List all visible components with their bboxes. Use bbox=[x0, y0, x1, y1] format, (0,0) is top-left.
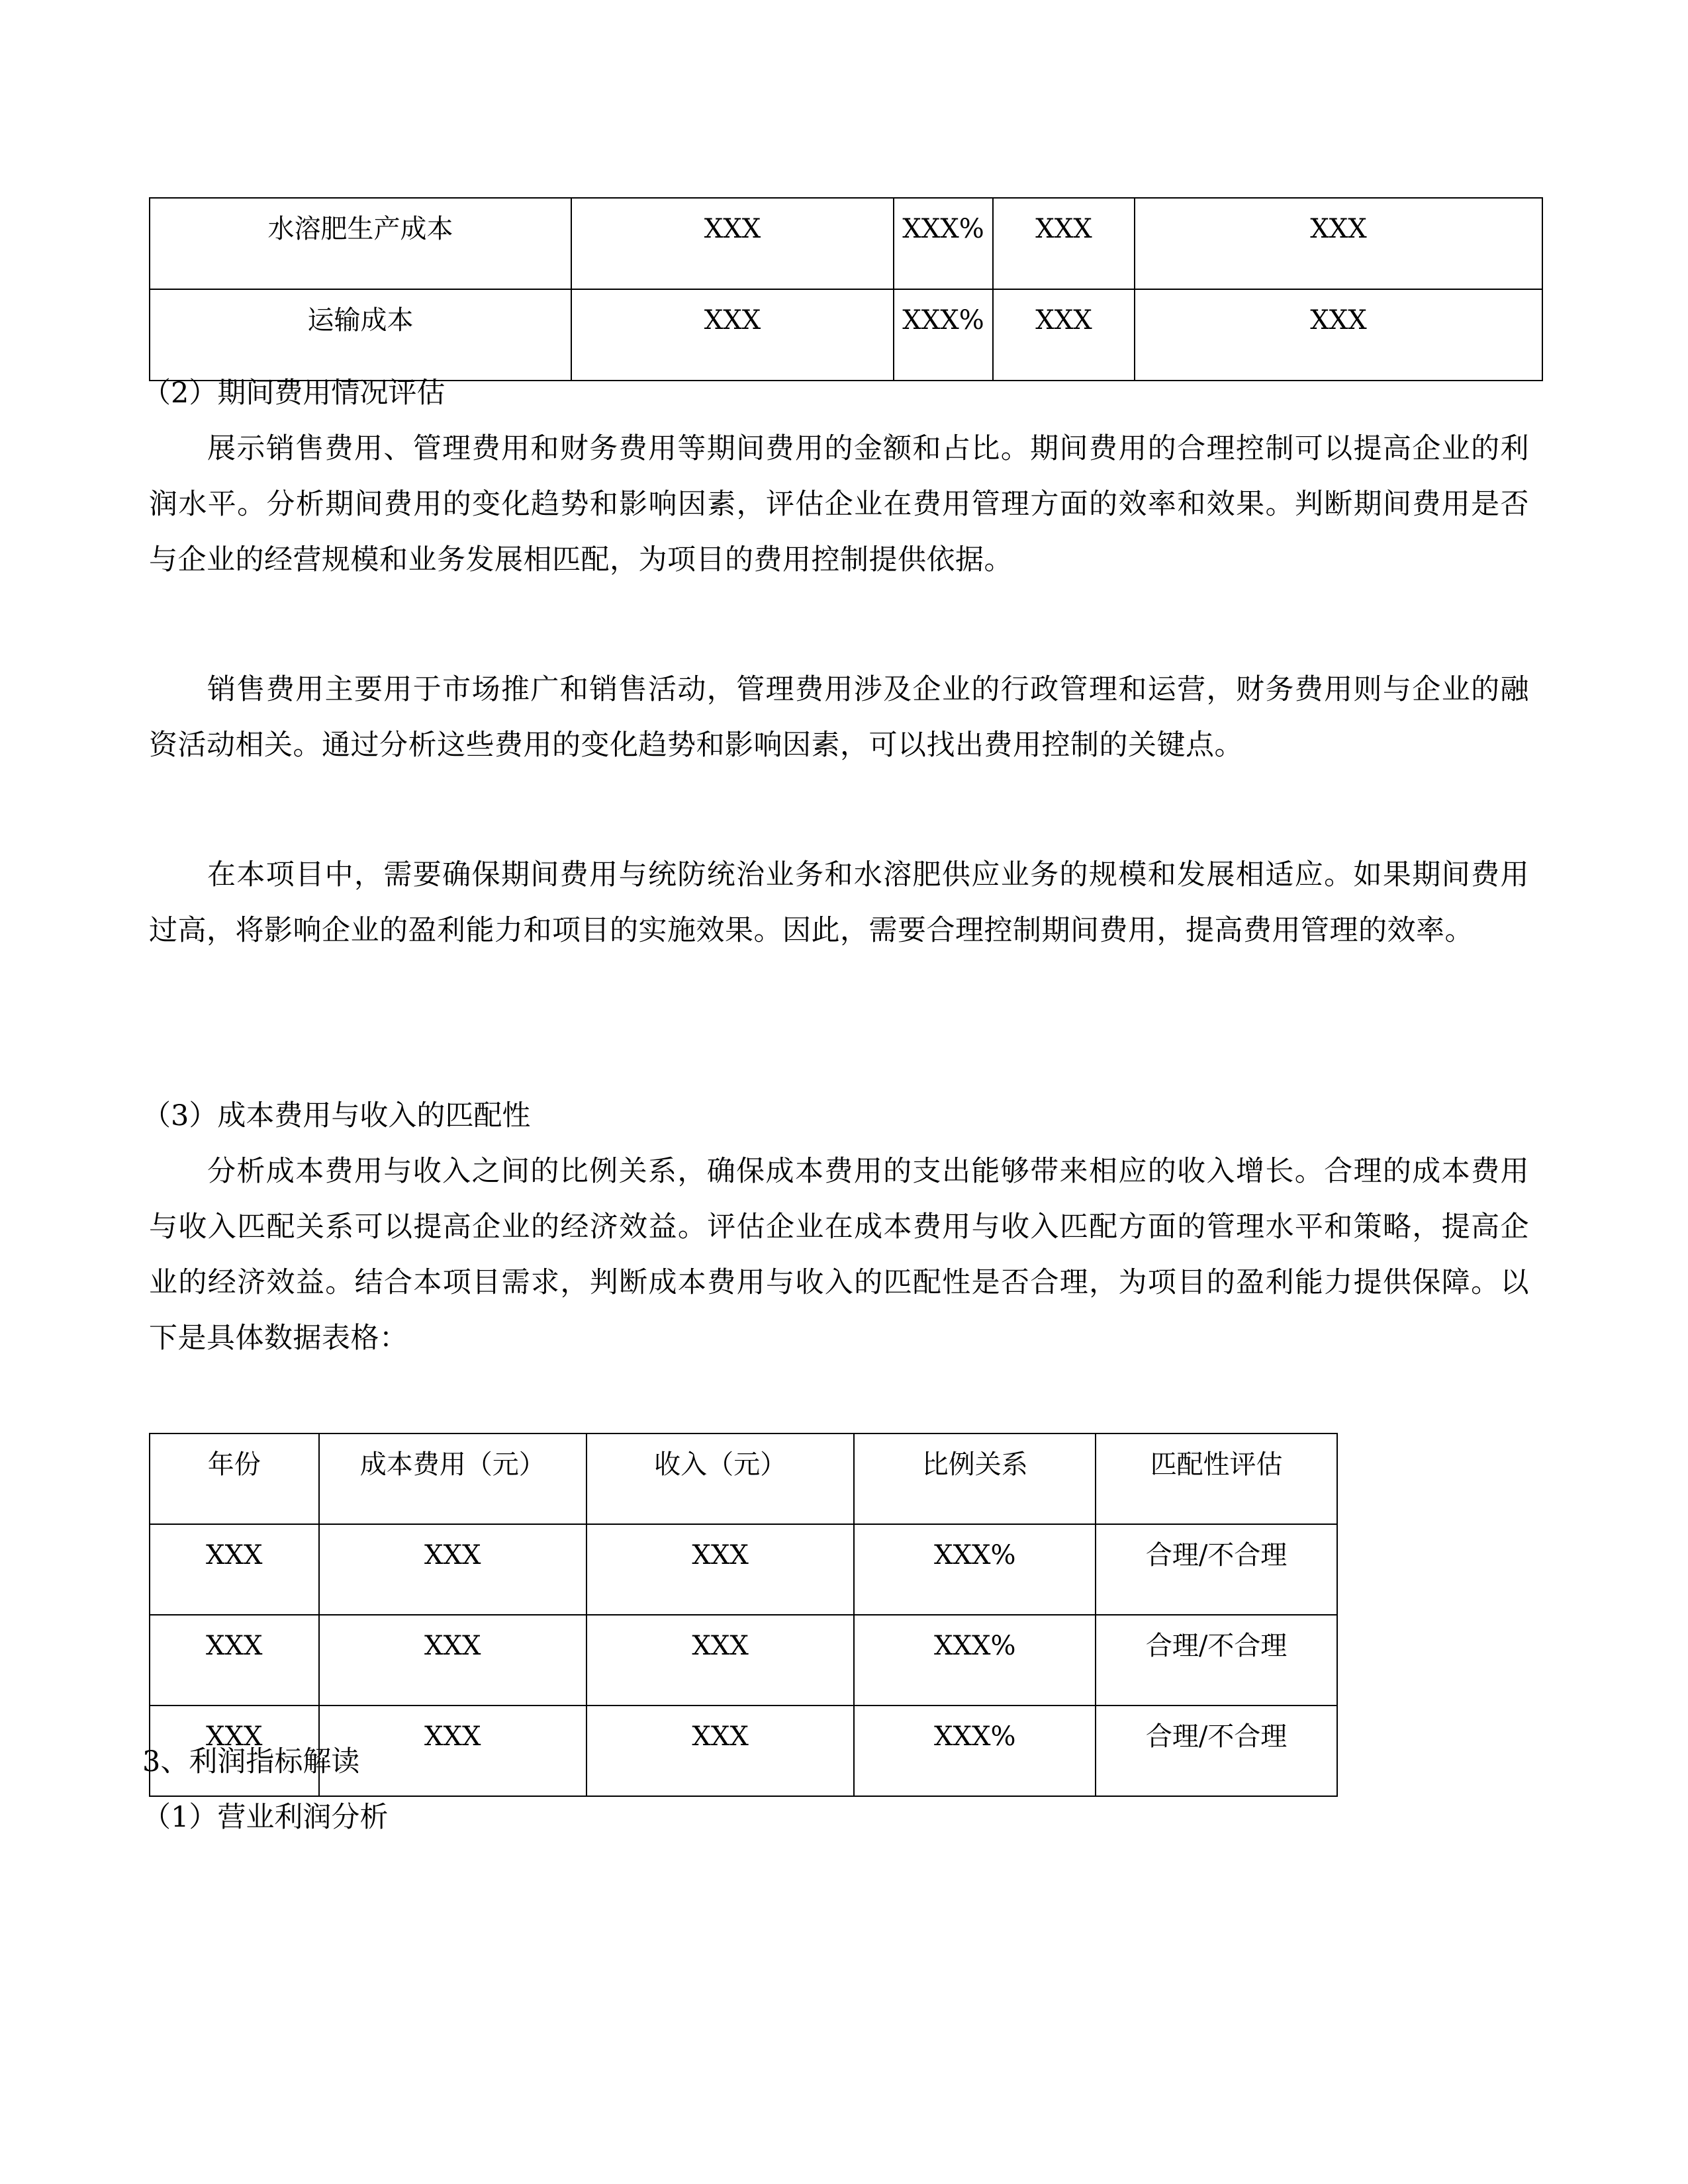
cost-ratio: XXX% bbox=[894, 289, 993, 381]
column-header-income: 收入（元） bbox=[586, 1433, 854, 1524]
table-row bbox=[150, 1524, 1337, 1615]
section-2-paragraph-2: 销售费用主要用于市场推广和销售活动，管理费用涉及企业的行政管理和运营，财务费用则与企业的融资活动相关。通过分析这些费用的变化趋势和影响因素，可以找出费用控制的关键点。 bbox=[149, 673, 1529, 762]
column-header-year: 年份 bbox=[150, 1433, 319, 1524]
cost-value-3: XXX bbox=[993, 198, 1135, 289]
cell-year: XXX bbox=[150, 1524, 319, 1615]
cost-item-name: 运输成本 bbox=[150, 289, 571, 381]
cell-ratio: XXX% bbox=[854, 1615, 1096, 1706]
cell-year: XXX bbox=[150, 1615, 319, 1706]
column-header-assessment: 匹配性评估 bbox=[1096, 1433, 1337, 1524]
table-row bbox=[150, 198, 1542, 289]
section-heading-cost-income-match: （3）成本费用与收入的匹配性 bbox=[142, 1099, 531, 1132]
cost-ratio: XXX% bbox=[894, 198, 993, 289]
cell-income: XXX bbox=[586, 1706, 854, 1796]
section-heading-period-expense: （2）期间费用情况评估 bbox=[142, 377, 445, 410]
cost-amount: XXX bbox=[571, 198, 894, 289]
cell-ratio: XXX% bbox=[854, 1706, 1096, 1796]
section-2-paragraph-1: 展示销售费用、管理费用和财务费用等期间费用的金额和占比。期间费用的合理控制可以提高企业的利润水平。分析期间费用的变化趋势和影响因素，评估企业在费用管理方面的效率和效果。判断期间费用是否与企业的经营规模和业务发展相匹配，为项目的费用控制提供依据。 bbox=[149, 432, 1529, 576]
cell-income: XXX bbox=[586, 1615, 854, 1706]
section-2-paragraph-3: 在本项目中，需要确保期间费用与统防统治业务和水溶肥供应业务的规模和发展相适应。如果期间费用过高，将影响企业的盈利能力和项目的实施效果。因此，需要合理控制期间费用，提高费用管理的效率。 bbox=[149, 858, 1529, 947]
cost-value-3: XXX bbox=[993, 289, 1135, 381]
column-header-cost: 成本费用（元） bbox=[319, 1433, 586, 1524]
cell-year: XXX bbox=[150, 1706, 319, 1796]
column-header-ratio: 比例关系 bbox=[854, 1433, 1096, 1524]
cell-assessment: 合理/不合理 bbox=[1096, 1524, 1337, 1615]
cell-cost: XXX bbox=[319, 1615, 586, 1706]
cost-value-4: XXX bbox=[1135, 289, 1542, 381]
cost-amount: XXX bbox=[571, 289, 894, 381]
cell-income: XXX bbox=[586, 1524, 854, 1615]
section-heading-profit-indicators: 3、利润指标解读 bbox=[142, 1745, 360, 1778]
cell-assessment: 合理/不合理 bbox=[1096, 1615, 1337, 1706]
cost-item-name: 水溶肥生产成本 bbox=[150, 198, 571, 289]
cell-ratio: XXX% bbox=[854, 1524, 1096, 1615]
table-header-row bbox=[150, 1433, 1337, 1524]
table-row bbox=[150, 1615, 1337, 1706]
cell-assessment: 合理/不合理 bbox=[1096, 1706, 1337, 1796]
section-3-paragraph-1: 分析成本费用与收入之间的比例关系，确保成本费用的支出能够带来相应的收入增长。合理的成本费用与收入匹配关系可以提高企业的经济效益。评估企业在成本费用与收入匹配方面的管理水平和策略，提高企业的经济效益。结合本项目需求，判断成本费用与收入的匹配性是否合理，为项目的盈利能力提供保障。以下是具体数据表格： bbox=[149, 1155, 1529, 1355]
cell-cost: XXX bbox=[319, 1706, 586, 1796]
cost-value-4: XXX bbox=[1135, 198, 1542, 289]
cost-table bbox=[149, 197, 1543, 381]
section-subheading-operating-profit: （1）营业利润分析 bbox=[142, 1801, 389, 1834]
cell-cost: XXX bbox=[319, 1524, 586, 1615]
